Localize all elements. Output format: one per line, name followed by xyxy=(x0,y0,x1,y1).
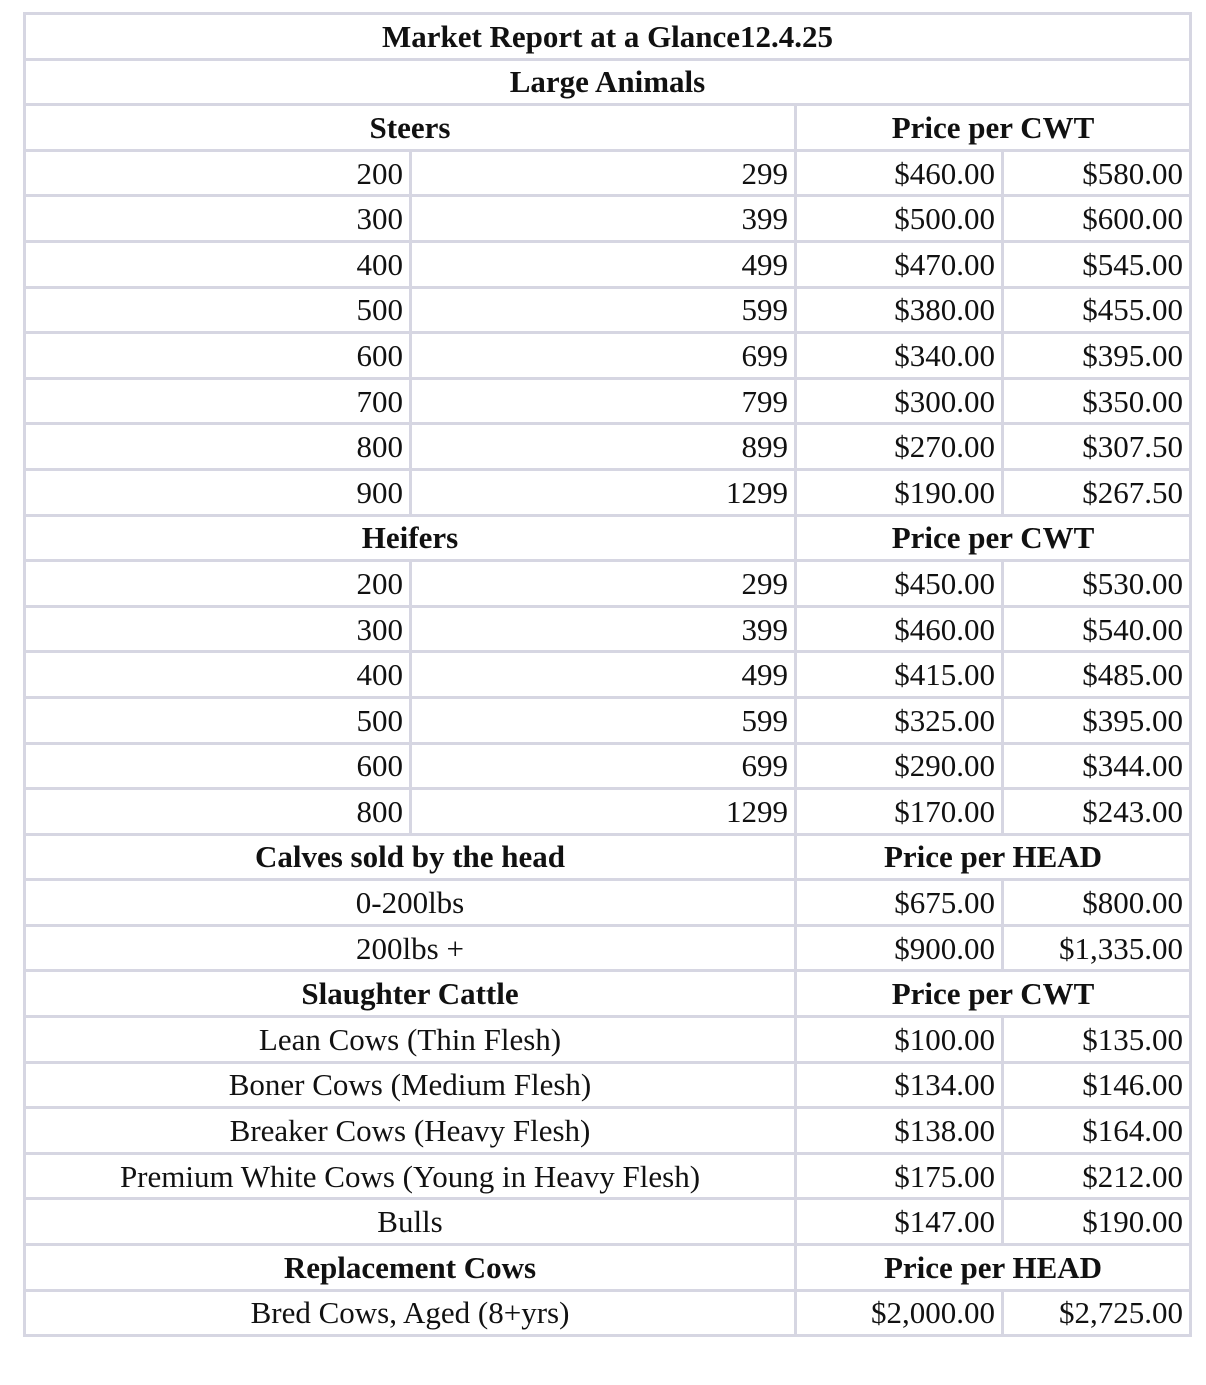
price-low: $325.00 xyxy=(797,699,1004,745)
weight-to: 1299 xyxy=(412,471,797,517)
section-title: Large Animals xyxy=(26,61,1192,107)
price-low: $500.00 xyxy=(797,197,1004,243)
category-name: Breaker Cows (Heavy Flesh) xyxy=(26,1109,797,1155)
price-low: $2,000.00 xyxy=(797,1292,1004,1338)
table-row xyxy=(26,425,1192,471)
weight-to: 699 xyxy=(412,334,797,380)
table-row xyxy=(26,790,1192,836)
table-row xyxy=(26,1018,1192,1064)
price-high: $540.00 xyxy=(1004,608,1192,654)
price-low: $175.00 xyxy=(797,1155,1004,1201)
heifers-price-header: Price per CWT xyxy=(797,517,1192,563)
price-high: $485.00 xyxy=(1004,653,1192,699)
weight-to: 599 xyxy=(412,699,797,745)
weight-to: 499 xyxy=(412,243,797,289)
price-high: $530.00 xyxy=(1004,562,1192,608)
price-high: $455.00 xyxy=(1004,289,1192,335)
table-row xyxy=(26,1064,1192,1110)
price-low: $134.00 xyxy=(797,1064,1004,1110)
weight-from: 700 xyxy=(26,380,412,426)
category-name: Boner Cows (Medium Flesh) xyxy=(26,1064,797,1110)
category-name: Bulls xyxy=(26,1200,797,1246)
price-low: $460.00 xyxy=(797,152,1004,198)
table-row xyxy=(26,745,1192,791)
weight-to: 399 xyxy=(412,608,797,654)
price-low: $190.00 xyxy=(797,471,1004,517)
price-high: $800.00 xyxy=(1004,881,1192,927)
price-high: $307.50 xyxy=(1004,425,1192,471)
weight-from: 500 xyxy=(26,699,412,745)
table-row xyxy=(26,289,1192,335)
steers-price-header: Price per CWT xyxy=(797,106,1192,152)
price-low: $900.00 xyxy=(797,927,1004,973)
price-low: $415.00 xyxy=(797,653,1004,699)
weight-to: 499 xyxy=(412,653,797,699)
price-high: $190.00 xyxy=(1004,1200,1192,1246)
category-name: Lean Cows (Thin Flesh) xyxy=(26,1018,797,1064)
price-high: $600.00 xyxy=(1004,197,1192,243)
weight-from: 300 xyxy=(26,608,412,654)
table-row xyxy=(26,562,1192,608)
weight-to: 399 xyxy=(412,197,797,243)
price-high: $2,725.00 xyxy=(1004,1292,1192,1338)
price-low: $340.00 xyxy=(797,334,1004,380)
weight-from: 300 xyxy=(26,197,412,243)
table-row xyxy=(26,699,1192,745)
table-row xyxy=(26,152,1192,198)
weight-from: 800 xyxy=(26,790,412,836)
weight-to: 1299 xyxy=(412,790,797,836)
table-row xyxy=(26,380,1192,426)
weight-from: 900 xyxy=(26,471,412,517)
price-high: $580.00 xyxy=(1004,152,1192,198)
price-low: $380.00 xyxy=(797,289,1004,335)
price-low: $147.00 xyxy=(797,1200,1004,1246)
price-high: $243.00 xyxy=(1004,790,1192,836)
price-high: $545.00 xyxy=(1004,243,1192,289)
price-high: $164.00 xyxy=(1004,1109,1192,1155)
section-header-row xyxy=(26,106,1192,152)
slaughter-header: Slaughter Cattle xyxy=(26,972,797,1018)
weight-from: 500 xyxy=(26,289,412,335)
price-low: $270.00 xyxy=(797,425,1004,471)
price-low: $460.00 xyxy=(797,608,1004,654)
table-row xyxy=(26,1109,1192,1155)
section-header-row xyxy=(26,1246,1192,1292)
category-name: Bred Cows, Aged (8+yrs) xyxy=(26,1292,797,1338)
category-name: Premium White Cows (Young in Heavy Flesh) xyxy=(26,1155,797,1201)
price-high: $395.00 xyxy=(1004,699,1192,745)
table-row xyxy=(26,1155,1192,1201)
weight-from: 400 xyxy=(26,243,412,289)
report-title: Market Report at a Glance12.4.25 xyxy=(26,15,1192,61)
price-high: $212.00 xyxy=(1004,1155,1192,1201)
weight-from: 200 xyxy=(26,152,412,198)
table-row xyxy=(26,197,1192,243)
weight-from: 600 xyxy=(26,745,412,791)
weight-to: 799 xyxy=(412,380,797,426)
weight-to: 899 xyxy=(412,425,797,471)
heifers-header: Heifers xyxy=(26,517,797,563)
slaughter-price-header: Price per CWT xyxy=(797,972,1192,1018)
price-low: $170.00 xyxy=(797,790,1004,836)
table-row xyxy=(26,334,1192,380)
replacement-price-header: Price per HEAD xyxy=(797,1246,1192,1292)
price-low: $450.00 xyxy=(797,562,1004,608)
calves-header: Calves sold by the head xyxy=(26,836,797,882)
price-high: $267.50 xyxy=(1004,471,1192,517)
subtitle-row xyxy=(26,61,1192,107)
table-row xyxy=(26,653,1192,699)
section-header-row xyxy=(26,972,1192,1018)
table-row xyxy=(26,471,1192,517)
weight-to: 599 xyxy=(412,289,797,335)
table-row xyxy=(26,1200,1192,1246)
replacement-header: Replacement Cows xyxy=(26,1246,797,1292)
price-high: $1,335.00 xyxy=(1004,927,1192,973)
table-row xyxy=(26,243,1192,289)
price-low: $290.00 xyxy=(797,745,1004,791)
weight-from: 400 xyxy=(26,653,412,699)
table-row xyxy=(26,927,1192,973)
price-low: $675.00 xyxy=(797,881,1004,927)
section-header-row xyxy=(26,836,1192,882)
weight-to: 299 xyxy=(412,562,797,608)
weight-to: 699 xyxy=(412,745,797,791)
table-row xyxy=(26,881,1192,927)
price-low: $470.00 xyxy=(797,243,1004,289)
section-header-row xyxy=(26,517,1192,563)
price-high: $395.00 xyxy=(1004,334,1192,380)
price-high: $135.00 xyxy=(1004,1018,1192,1064)
market-report-table xyxy=(23,12,1192,1337)
price-high: $344.00 xyxy=(1004,745,1192,791)
weight-to: 299 xyxy=(412,152,797,198)
table-row xyxy=(26,1292,1192,1338)
price-high: $350.00 xyxy=(1004,380,1192,426)
price-low: $300.00 xyxy=(797,380,1004,426)
price-high: $146.00 xyxy=(1004,1064,1192,1110)
weight-from: 200 xyxy=(26,562,412,608)
category-name: 200lbs + xyxy=(26,927,797,973)
price-low: $100.00 xyxy=(797,1018,1004,1064)
weight-from: 600 xyxy=(26,334,412,380)
title-row xyxy=(26,15,1192,61)
price-low: $138.00 xyxy=(797,1109,1004,1155)
table-row xyxy=(26,608,1192,654)
calves-price-header: Price per HEAD xyxy=(797,836,1192,882)
steers-header: Steers xyxy=(26,106,797,152)
category-name: 0-200lbs xyxy=(26,881,797,927)
weight-from: 800 xyxy=(26,425,412,471)
